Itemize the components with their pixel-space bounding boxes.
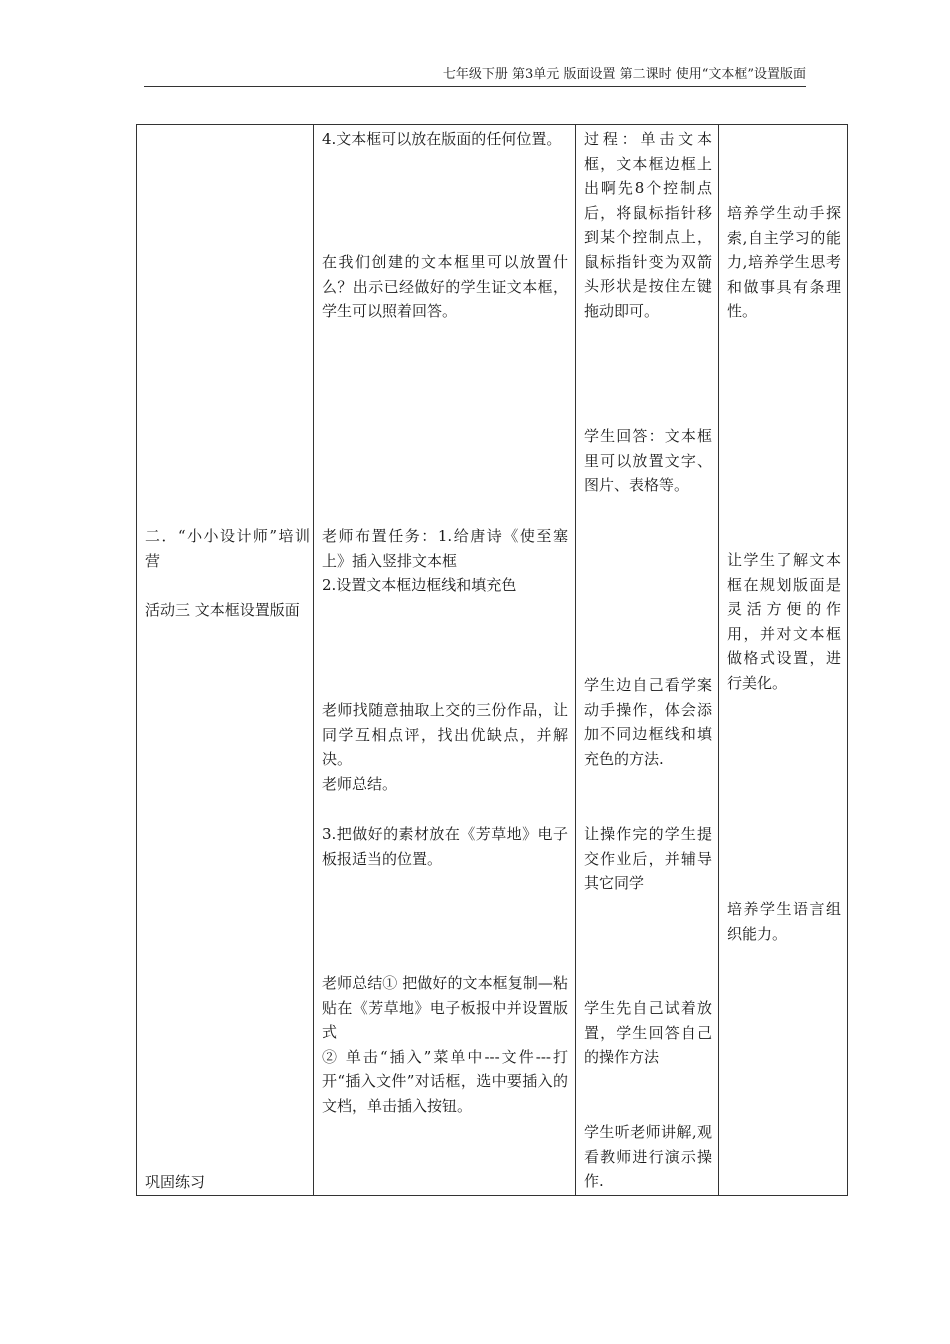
- column-divider: [718, 124, 719, 1196]
- column-divider: [575, 124, 576, 1196]
- teacher-text-4: 老师找随意抽取上交的三份作品，让同学互相点评，找出优缺点，并解决。 老师总结。: [322, 701, 568, 793]
- teacher-text-2: 在我们创建的文本框里可以放置什么？出示已经做好的学生证文本框，学生可以照着回答。: [322, 253, 568, 320]
- student-text-2: 学生回答：文本框里可以放置文字、图片、表格等。: [584, 427, 712, 494]
- column-divider: [313, 124, 314, 1196]
- student-text-3: 学生边自己看学案动手操作，体会添加不同边框线和填充色的方法.: [584, 676, 712, 768]
- teacher-text-3: 老师布置任务：1.给唐诗《使至塞上》插入竖排文本框 2.设置文本框边框线和填充色: [322, 527, 568, 594]
- teacher-text-1: 4.文本框可以放在版面的任何位置。: [322, 130, 562, 148]
- teacher-text-6: 老师总结① 把做好的文本框复制—粘贴在《芳草地》电子板报中并设置版式 ② 单击“插入”菜单中---文件---打开“插入文件”对话框，选中要插入的文档，单击插入按钮。: [322, 974, 568, 1115]
- purpose-text-1: 培养学生动手探索,自主学习的能力,培养学生思考和做事具有条理性。: [727, 204, 841, 320]
- student-text-5: 学生先自己试着放置，学生回答自己的操作方法: [584, 999, 712, 1066]
- page-header: 七年级下册 第3单元 版面设置 第二课时 使用“文本框”设置版面: [144, 66, 806, 87]
- activity-title: 活动三 文本框设置版面: [145, 601, 300, 619]
- purpose-text-3: 培养学生语言组织能力。: [727, 900, 841, 943]
- section-title: 二．“小小设计师”培训营: [145, 527, 310, 570]
- student-text-4: 让操作完的学生提交作业后，并辅导其它同学: [584, 825, 712, 892]
- student-text-6: 学生听老师讲解,观看教师进行演示操作.: [584, 1123, 712, 1190]
- purpose-text-2: 让学生了解文本框在规划版面是灵活方便的作用，并对文本框做格式设置，进行美化。: [727, 551, 841, 692]
- teacher-text-5: 3.把做好的素材放在《芳草地》电子板报适当的位置。: [322, 825, 568, 868]
- practice-label: 巩固练习: [145, 1173, 206, 1191]
- student-text-1: 过程：单击文本框，文本框边框上出啊先8个控制点后，将鼠标指针移到某个控制点上，鼠标指针变为双箭头形状是按住左键拖动即可。: [584, 130, 712, 320]
